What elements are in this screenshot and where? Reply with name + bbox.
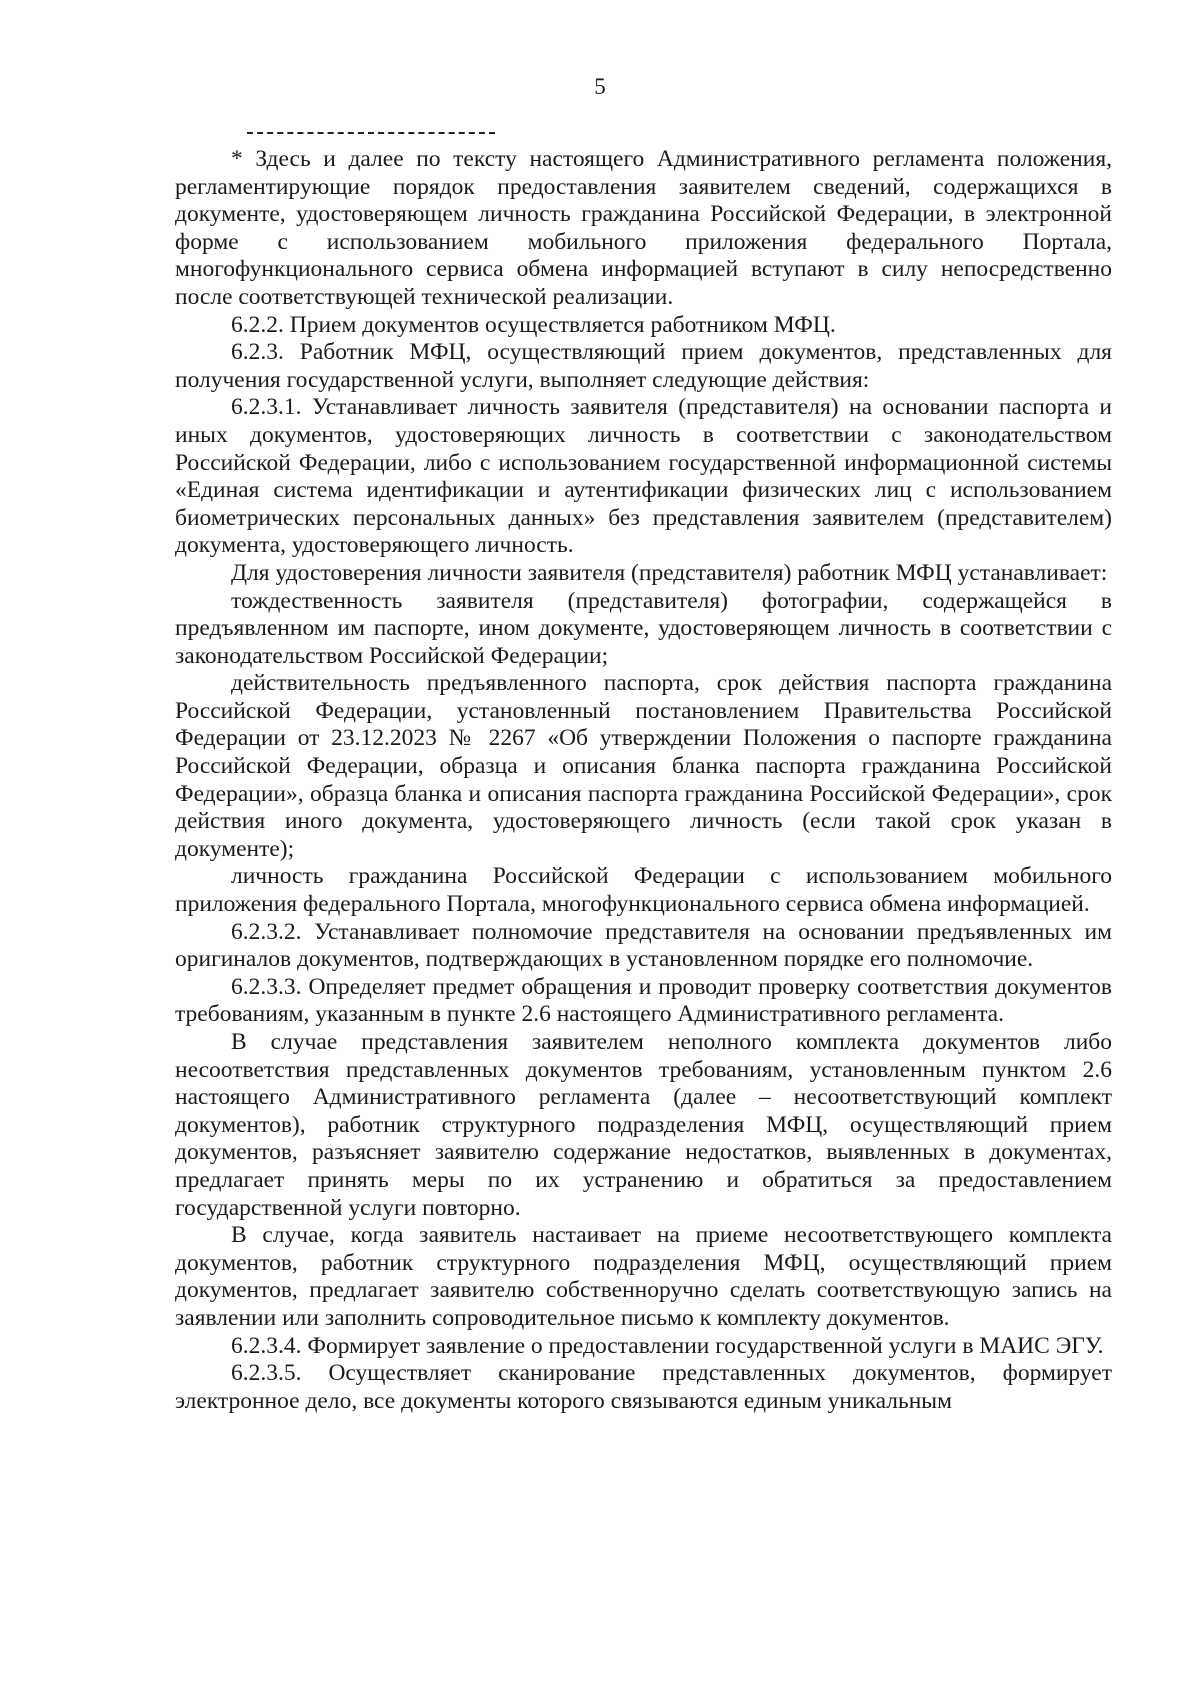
paragraph-6-2-3-1: 6.2.3.1. Устанавливает личность заявителя (представителя) на основании паспорта и иных документов, удостоверяющих личность в соответствии с законодательством Российской Федерации, либо с использованием государственной информационной системы «Единая система идентификации и аутентификации физических лиц с использованием биометрических персональных данных» без представления заявителем (представителем) документа, удостоверяющего личность. bbox=[175, 394, 1112, 559]
paragraph-6-2-3-5: 6.2.3.5. Осуществляет сканирование представленных документов, формирует электронное дело, все документы которого связываются единым уникальным bbox=[175, 1360, 1112, 1414]
paragraph-passport-validity: действительность предъявленного паспорта, срок действия паспорта гражданина Российской Федерации, установленный постановлением Правительства Российской Федерации от 23.12.2023 № 2267 «Об утверждении Положения о паспорте гражданина Российской Федерации, образца и описания бланка паспорта гражданина Российской Федерации», образца бланка и описания паспорта гражданина Российской Федерации», срок действия иного документа, удостоверяющего личность (если такой срок указан в документе); bbox=[175, 670, 1112, 862]
footnote-separator bbox=[247, 132, 495, 146]
paragraph-6-2-3-4: 6.2.3.4. Формирует заявление о предоставлении государственной услуги в МАИС ЭГУ. bbox=[231, 1332, 1104, 1359]
page-number: 5 bbox=[594, 74, 606, 99]
paragraph-6-2-2: 6.2.2. Прием документов осуществляется работником МФЦ. bbox=[231, 311, 836, 338]
paragraph-6-2-3: 6.2.3. Работник МФЦ, осуществляющий прием документов, представленных для получения государственной услуги, выполняет следующие действия: bbox=[175, 339, 1112, 393]
paragraph-incomplete-documents: В случае представления заявителем неполного комплекта документов либо несоответствия представленных документов требованиям, установленным пунктом 2.6 настоящего Административного регламента (далее – несоответствующий комплект документов), работник структурного подразделения МФЦ, осуществляющий прием документов, разъясняет заявителю содержание недостатков, выявленных в документах, предлагает принять меры по их устранению и обратиться за предоставлением государственной услуги повторно. bbox=[175, 1029, 1112, 1221]
paragraph-applicant-insists: В случае, когда заявитель настаивает на приеме несоответствующего комплекта документов, работник структурного подразделения МФЦ, осуществляющий прием документов, предлагает заявителю собственноручно сделать соответствующую запись на заявлении или заполнить сопроводительное письмо к комплекту документов. bbox=[175, 1222, 1112, 1331]
footnote-paragraph: * Здесь и далее по тексту настоящего Административного регламента положения, регламентирующие порядок предоставления заявителем сведений, содержащихся в документе, удостоверяющем личность гражданина Российской Федерации, в электронной форме с использованием мобильного приложения федерального Портала, многофункционального сервиса обмена информацией вступают в силу непосредственно после соответствующей технической реализации. bbox=[175, 146, 1112, 310]
paragraph-6-2-3-2: 6.2.3.2. Устанавливает полномочие представителя на основании предъявленных им оригиналов документов, подтверждающих в установленном порядке его полномочие. bbox=[175, 918, 1112, 973]
paragraph-photo-identity: тождественность заявителя (представителя) фотографии, содержащейся в предъявленном им паспорте, ином документе, удостоверяющем личность в соответствии с законодательством Российской Федерации; bbox=[175, 587, 1112, 669]
paragraph-mobile-identity: личность гражданина Российской Федерации с использованием мобильного приложения федерального Портала, многофункционального сервиса обмена информацией. bbox=[175, 863, 1112, 918]
document-body bbox=[175, 132, 1112, 1415]
paragraph-identity-check-intro: Для удостоверения личности заявителя (представителя) работник МФЦ устанавливает: bbox=[231, 559, 1108, 586]
paragraph-6-2-3-3: 6.2.3.3. Определяет предмет обращения и проводит проверку соответствия документов требованиям, указанным в пункте 2.6 настоящего Административного регламента. bbox=[175, 973, 1112, 1028]
